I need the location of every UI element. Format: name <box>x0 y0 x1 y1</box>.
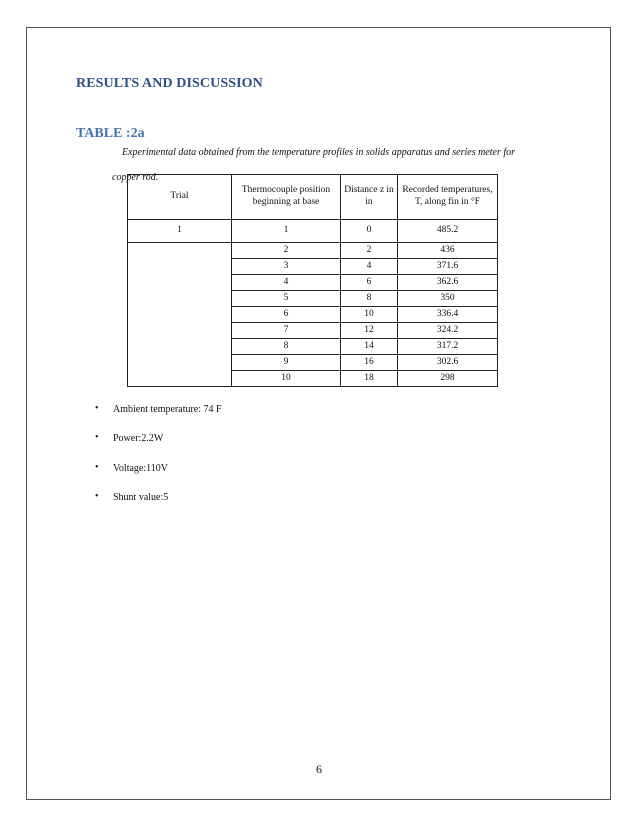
cell-distance: 16 <box>341 355 398 371</box>
bullet-icon: • <box>95 432 99 443</box>
bullet-icon: • <box>95 403 99 414</box>
table-title: TABLE :2a <box>76 126 145 141</box>
cell-trial-merged <box>128 243 232 387</box>
section-heading: RESULTS AND DISCUSSION <box>76 76 263 91</box>
cell-temperature: 350 <box>398 291 498 307</box>
table-row <box>128 220 498 243</box>
cell-trial: 1 <box>128 220 232 243</box>
cell-position: 4 <box>232 275 341 291</box>
table-caption-line-1: Experimental data obtained from the temperature profiles in solids apparatus and series meter for <box>122 147 516 158</box>
cell-temperature: 298 <box>398 371 498 387</box>
cell-position: 7 <box>232 323 341 339</box>
bullet-text: Power:2.2W <box>113 433 164 444</box>
bullet-list <box>95 404 222 502</box>
bullet-icon: • <box>95 462 99 473</box>
cell-temperature: 302.6 <box>398 355 498 371</box>
list-item <box>95 492 222 502</box>
header-distance: Distance z in in <box>341 175 398 220</box>
bullet-text: Ambient temperature: 74 F <box>113 404 222 415</box>
bullet-text: Voltage:110V <box>113 463 168 474</box>
cell-temperature: 336.4 <box>398 307 498 323</box>
table-row <box>128 243 498 259</box>
cell-position: 1 <box>232 220 341 243</box>
cell-temperature: 317.2 <box>398 339 498 355</box>
cell-position: 5 <box>232 291 341 307</box>
cell-temperature: 485.2 <box>398 220 498 243</box>
cell-distance: 14 <box>341 339 398 355</box>
cell-temperature: 324.2 <box>398 323 498 339</box>
cell-distance: 2 <box>341 243 398 259</box>
cell-position: 6 <box>232 307 341 323</box>
cell-position: 3 <box>232 259 341 275</box>
page-number: 6 <box>316 762 322 776</box>
list-item <box>95 463 222 473</box>
table-caption-line-2: copper rod. <box>112 172 159 183</box>
bullet-icon: • <box>95 491 99 502</box>
cell-temperature: 362.6 <box>398 275 498 291</box>
bullet-text: Shunt value:5 <box>113 492 169 503</box>
cell-distance: 8 <box>341 291 398 307</box>
cell-position: 9 <box>232 355 341 371</box>
cell-temperature: 371.6 <box>398 259 498 275</box>
list-item <box>95 433 222 443</box>
temperature-data-table <box>127 174 498 387</box>
cell-distance: 10 <box>341 307 398 323</box>
cell-temperature: 436 <box>398 243 498 259</box>
header-temperature: Recorded temperatures, T, along fin in °F <box>398 175 498 220</box>
cell-distance: 6 <box>341 275 398 291</box>
cell-position: 2 <box>232 243 341 259</box>
cell-position: 8 <box>232 339 341 355</box>
cell-distance: 12 <box>341 323 398 339</box>
cell-distance: 0 <box>341 220 398 243</box>
header-thermocouple-position: Thermocouple position beginning at base <box>232 175 341 220</box>
cell-distance: 4 <box>341 259 398 275</box>
cell-distance: 18 <box>341 371 398 387</box>
list-item <box>95 404 222 414</box>
header-trial: Trial <box>128 175 232 220</box>
table-header-row <box>128 175 498 220</box>
cell-position: 10 <box>232 371 341 387</box>
